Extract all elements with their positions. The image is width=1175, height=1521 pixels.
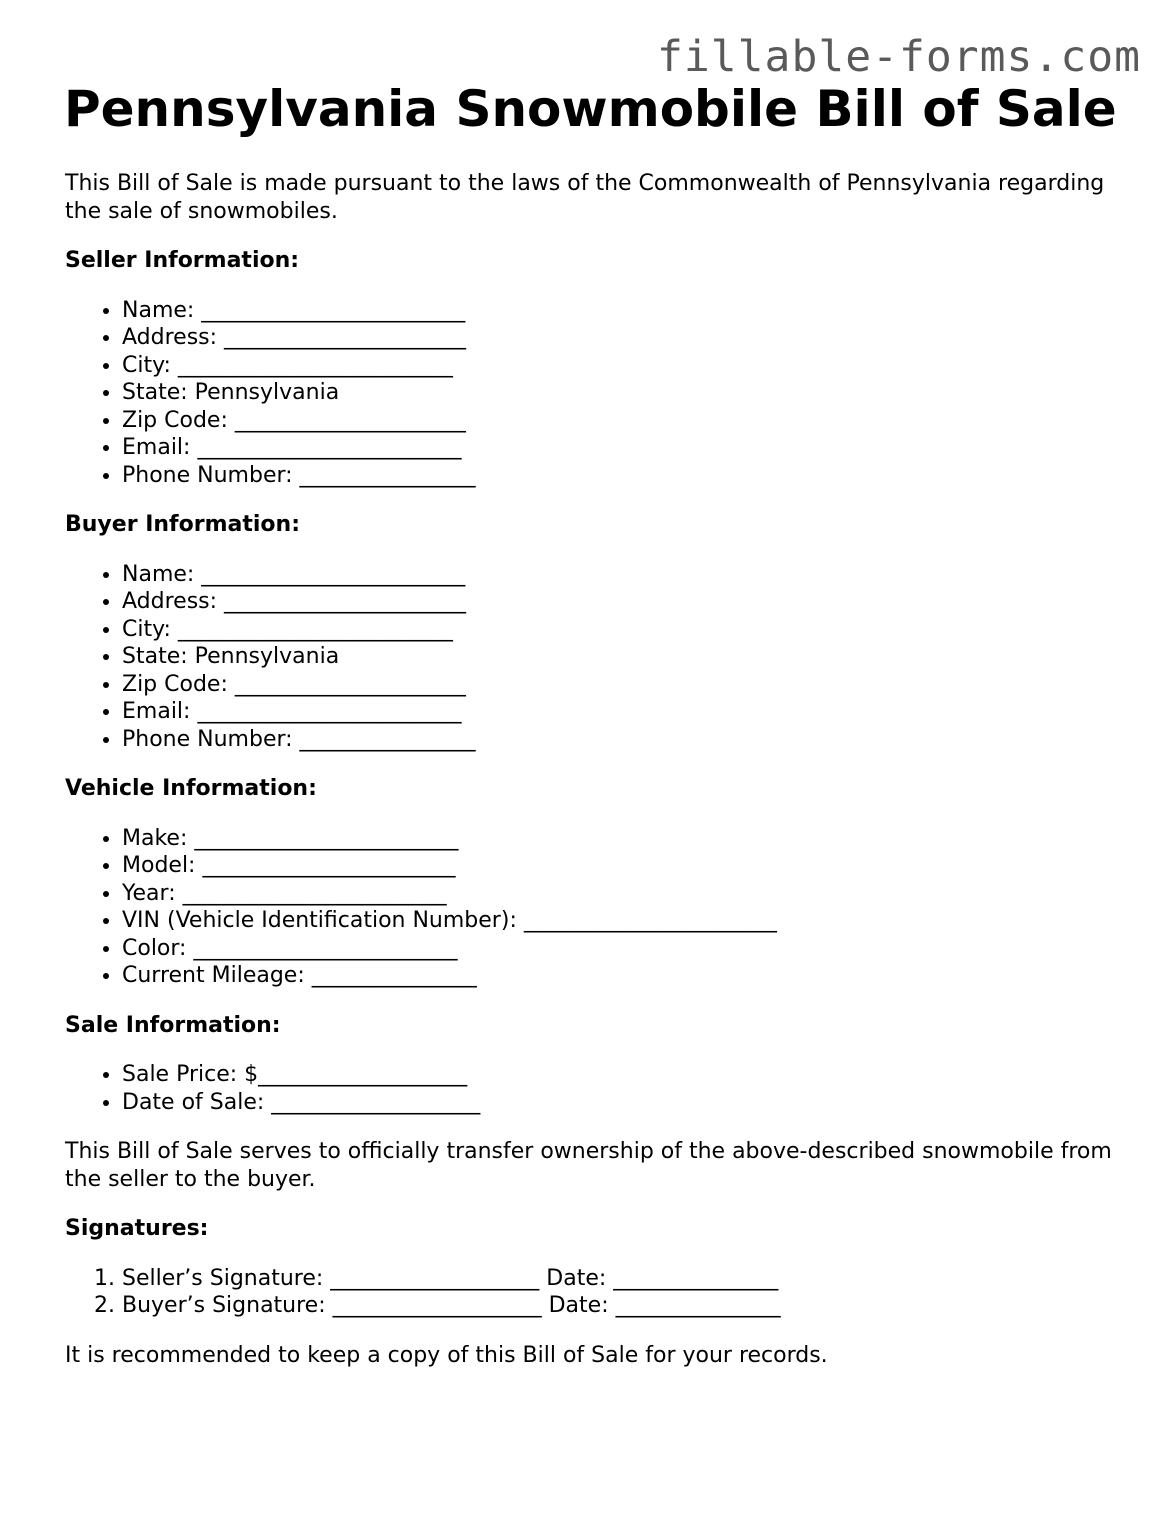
- buyer-address-field[interactable]: • Address: ______________________: [122, 588, 1125, 616]
- vehicle-year-field[interactable]: • Year: ________________________: [122, 880, 1125, 908]
- watermark: fillable-forms.com: [657, 32, 1141, 82]
- buyer-state-field: • State: Pennsylvania: [122, 643, 1125, 671]
- buyer-fields-list: [65, 561, 1125, 754]
- intro-paragraph: This Bill of Sale is made pursuant to the laws of the Commonwealth of Pennsylvania regarding the sale of snowmobiles.: [65, 171, 1105, 224]
- seller-phone-field[interactable]: • Phone Number: ________________: [122, 462, 1125, 490]
- signatures-list: [65, 1265, 1125, 1320]
- seller-fields-list: [65, 297, 1125, 490]
- transfer-statement: This Bill of Sale serves to officially transfer ownership of the above-described snowmobile from the seller to the buyer.: [65, 1139, 1112, 1192]
- vehicle-fields-list: [65, 825, 1125, 990]
- seller-signature-field[interactable]: 1. Seller’s Signature: ___________________ Date: _______________: [122, 1265, 1125, 1293]
- document-title: Pennsylvania Snowmobile Bill of Sale: [64, 80, 1117, 138]
- seller-email-field[interactable]: • Email: ________________________: [122, 434, 1125, 462]
- buyer-email-field[interactable]: • Email: ________________________: [122, 698, 1125, 726]
- vehicle-mileage-field[interactable]: • Current Mileage: _______________: [122, 962, 1125, 990]
- buyer-signature-field[interactable]: 2. Buyer’s Signature: ___________________ Date: _______________: [122, 1292, 1125, 1320]
- seller-section-heading: Seller Information:: [65, 248, 300, 273]
- buyer-city-field[interactable]: • City: _________________________: [122, 616, 1125, 644]
- vehicle-color-field[interactable]: • Color: ________________________: [122, 935, 1125, 963]
- seller-address-field[interactable]: • Address: ______________________: [122, 324, 1125, 352]
- document-body: [65, 170, 1125, 1369]
- buyer-section-heading: Buyer Information:: [65, 512, 300, 537]
- sale-price-field[interactable]: • Sale Price: $___________________: [122, 1061, 1125, 1089]
- seller-state-field: • State: Pennsylvania: [122, 379, 1125, 407]
- seller-city-field[interactable]: • City: _________________________: [122, 352, 1125, 380]
- buyer-zip-field[interactable]: • Zip Code: _____________________: [122, 671, 1125, 699]
- vehicle-model-field[interactable]: • Model: _______________________: [122, 852, 1125, 880]
- vehicle-section-heading: Vehicle Information:: [65, 776, 317, 801]
- buyer-name-field[interactable]: • Name: ________________________: [122, 561, 1125, 589]
- sale-fields-list: [65, 1061, 1125, 1116]
- buyer-phone-field[interactable]: • Phone Number: ________________: [122, 726, 1125, 754]
- vehicle-make-field[interactable]: • Make: ________________________: [122, 825, 1125, 853]
- sale-date-field[interactable]: • Date of Sale: ___________________: [122, 1089, 1125, 1117]
- vehicle-vin-field[interactable]: • VIN (Vehicle Identification Number): _______________________: [122, 907, 1125, 935]
- seller-name-field[interactable]: • Name: ________________________: [122, 297, 1125, 325]
- sale-section-heading: Sale Information:: [65, 1012, 281, 1038]
- signatures-section-heading: Signatures:: [65, 1216, 209, 1241]
- closing-note: It is recommended to keep a copy of this Bill of Sale for your records.: [65, 1342, 828, 1368]
- seller-zip-field[interactable]: • Zip Code: _____________________: [122, 407, 1125, 435]
